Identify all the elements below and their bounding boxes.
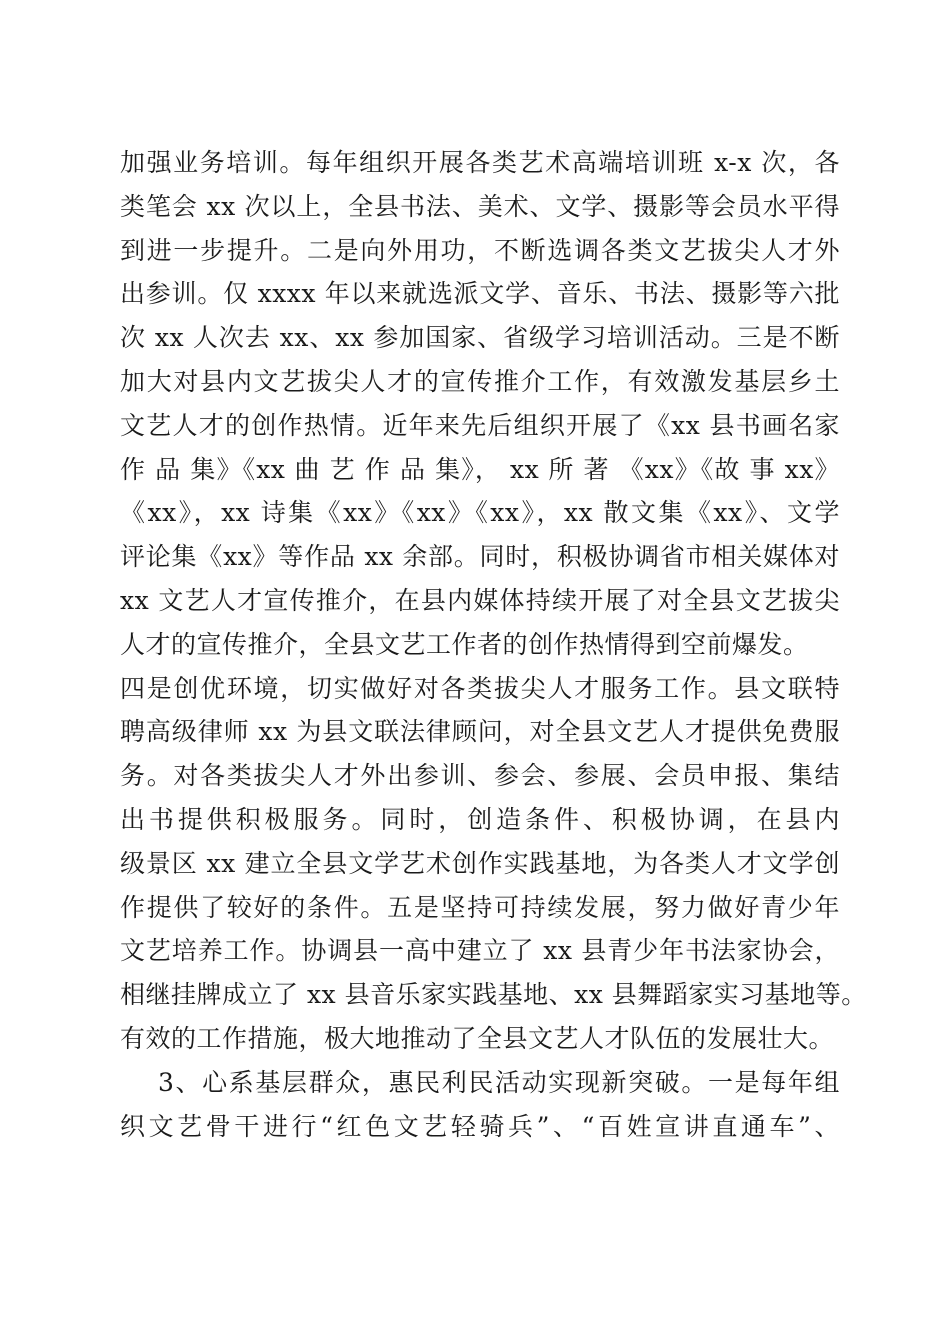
- text-line: 评论集《xx》等作品 xx 余部。同时，积极协调省市相关媒体对: [120, 542, 840, 572]
- text-line: xx 文艺人才宣传推介，在县内媒体持续开展了对全县文艺拔尖: [120, 585, 840, 615]
- text-line: 有效的工作措施，极大地推动了全县文艺人才队伍的发展壮大。: [120, 1023, 835, 1053]
- text-line: 出书提供积极服务。同时，创造条件、积极协调，在县内: [120, 804, 840, 834]
- text-line: 人才的宣传推介，全县文艺工作者的创作热情得到空前爆发。: [120, 629, 809, 659]
- text-line: 3、心系基层群众，惠民利民活动实现新突破。一是每年组: [158, 1067, 840, 1097]
- text-line: 文艺人才的创作热情。近年来先后组织开展了《xx 县书画名家: [120, 410, 840, 440]
- text-line: 作 品 集》《xx 曲 艺 作 品 集》， xx 所 著 《xx》《故 事 xx》: [120, 454, 840, 484]
- text-line: 文艺培养工作。协调县一高中建立了 xx 县青少年书法家协会，: [120, 936, 840, 966]
- text-line: 加大对县内文艺拔尖人才的宣传推介工作，有效激发基层乡土: [120, 366, 840, 396]
- text-line: 相继挂牌成立了 xx 县音乐家实践基地、xx 县舞蹈家实习基地等。: [120, 980, 867, 1010]
- text-line: 类笔会 xx 次以上，全县书法、美术、文学、摄影等会员水平得: [120, 191, 840, 221]
- text-line: 作提供了较好的条件。五是坚持可持续发展，努力做好青少年: [120, 892, 840, 922]
- text-line: 《xx》，xx 诗集《xx》《xx》《xx》，xx 散文集《xx》、文学: [120, 498, 840, 528]
- text-line: 织文艺骨干进行“红色文艺轻骑兵”、“百姓宣讲直通车”、: [120, 1111, 840, 1141]
- text-line: 务。对各类拔尖人才外出参训、参会、参展、会员申报、集结: [120, 761, 840, 791]
- text-line: 出参训。仅 xxxx 年以来就选派文学、音乐、书法、摄影等六批: [120, 279, 840, 309]
- text-line: 级景区 xx 建立全县文学艺术创作实践基地，为各类人才文学创: [120, 848, 840, 878]
- body-text: [120, 141, 867, 1148]
- text-line: 到进一步提升。二是向外用功，不断选调各类文艺拔尖人才外: [120, 235, 840, 265]
- text-line: 聘高级律师 xx 为县文联法律顾问，对全县文艺人才提供免费服: [120, 717, 840, 747]
- text-line: 四是创优环境，切实做好对各类拔尖人才服务工作。县文联特: [120, 673, 840, 703]
- text-line: 次 xx 人次去 xx、xx 参加国家、省级学习培训活动。三是不断: [120, 323, 840, 353]
- text-line: 加强业务培训。每年组织开展各类艺术高端培训班 x-x 次，各: [120, 148, 840, 177]
